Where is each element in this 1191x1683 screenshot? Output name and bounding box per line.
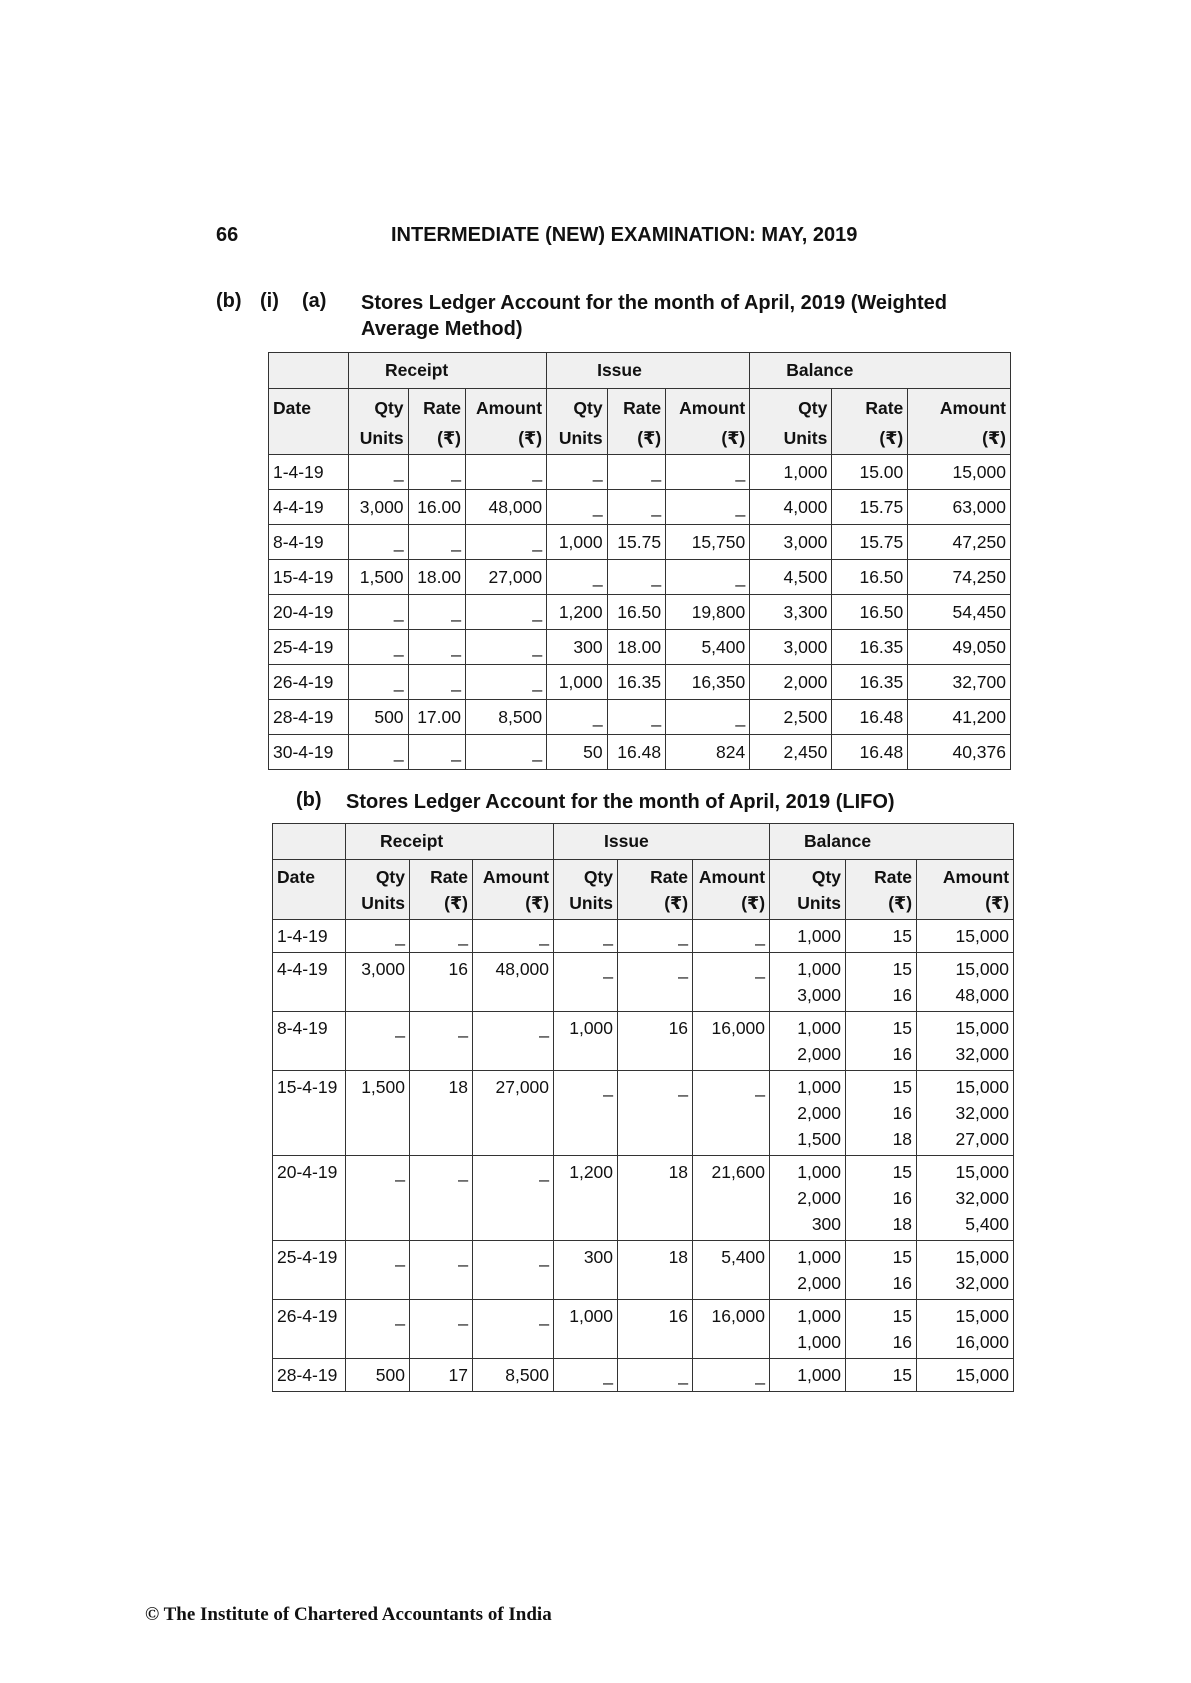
part-label-b: (b) <box>216 290 242 312</box>
balance-qty-cell: 1,000 <box>750 455 832 490</box>
receipt-qty-header: Qty Units <box>346 860 410 920</box>
receipt-rate-cell: _ <box>408 630 465 665</box>
table-row <box>269 665 1011 700</box>
receipt-amount-cell: _ <box>466 735 547 770</box>
copyright-footer: © The Institute of Chartered Accountants of India <box>145 1604 552 1625</box>
issue-rate-cell: 18 <box>618 1156 693 1241</box>
date-cell: 26-4-19 <box>273 1300 346 1359</box>
issue-amount-cell: 824 <box>666 735 750 770</box>
balance-amount-cell: 15,000 16,000 <box>917 1300 1014 1359</box>
receipt-rate-header: Rate (₹) <box>410 860 473 920</box>
issue-rate-cell: _ <box>618 1071 693 1156</box>
weighted-average-ledger-table <box>268 352 1011 770</box>
balance-rate-cell: 15 16 <box>846 1300 917 1359</box>
balance-amount-cell: 15,000 <box>917 920 1014 953</box>
table-row <box>269 525 1011 560</box>
balance-rate-header: Rate (₹) <box>846 860 917 920</box>
issue-rate-cell: 16.48 <box>607 735 665 770</box>
balance-amount-cell: 49,050 <box>908 630 1011 665</box>
balance-qty-cell: 2,000 <box>750 665 832 700</box>
balance-rate-cell: 15.75 <box>832 525 908 560</box>
issue-qty-cell: 1,200 <box>554 1156 618 1241</box>
issue-qty-cell: _ <box>547 490 608 525</box>
issue-rate-cell: _ <box>607 490 665 525</box>
balance-amount-cell: 41,200 <box>908 700 1011 735</box>
balance-rate-cell: 16.35 <box>832 665 908 700</box>
balance-amount-cell: 32,700 <box>908 665 1011 700</box>
receipt-amount-cell: _ <box>473 1300 554 1359</box>
page-header-title: INTERMEDIATE (NEW) EXAMINATION: MAY, 2019 <box>391 224 858 246</box>
balance-rate-cell: 15.00 <box>832 455 908 490</box>
balance-qty-cell: 3,000 <box>750 525 832 560</box>
date-cell: 30-4-19 <box>269 735 349 770</box>
header-blank <box>273 824 346 860</box>
date-cell: 28-4-19 <box>273 1359 346 1392</box>
receipt-rate-cell: _ <box>410 1156 473 1241</box>
table-row <box>273 1156 1014 1241</box>
issue-header: Issue <box>554 824 770 860</box>
balance-rate-cell: 16.50 <box>832 560 908 595</box>
weighted-average-title: Stores Ledger Account for the month of April, 2019 (Weighted Average Method) <box>361 292 947 340</box>
receipt-qty-cell: _ <box>346 920 410 953</box>
table-row <box>269 490 1011 525</box>
receipt-qty-cell: 1,500 <box>349 560 409 595</box>
receipt-rate-cell: _ <box>408 455 465 490</box>
balance-rate-cell: 15 <box>846 920 917 953</box>
issue-amount-cell: _ <box>666 560 750 595</box>
issue-qty-cell: _ <box>547 700 608 735</box>
issue-qty-cell: _ <box>547 560 608 595</box>
issue-amount-cell: 5,400 <box>666 630 750 665</box>
receipt-rate-cell: 16.00 <box>408 490 465 525</box>
receipt-rate-cell: _ <box>408 665 465 700</box>
receipt-qty-cell: _ <box>349 455 409 490</box>
balance-header: Balance <box>750 353 1011 389</box>
receipt-rate-cell: 16 <box>410 953 473 1012</box>
issue-rate-cell: 16.35 <box>607 665 665 700</box>
issue-rate-header: Rate (₹) <box>607 389 665 455</box>
part-label-i: (i) <box>260 290 279 312</box>
balance-rate-cell: 15 <box>846 1359 917 1392</box>
date-cell: 8-4-19 <box>273 1012 346 1071</box>
table-row <box>273 1300 1014 1359</box>
date-cell: 25-4-19 <box>273 1241 346 1300</box>
issue-rate-cell: 16 <box>618 1300 693 1359</box>
balance-qty-cell: 1,000 2,000 <box>770 1012 846 1071</box>
receipt-header: Receipt <box>346 824 554 860</box>
balance-amount-header: Amount (₹) <box>908 389 1011 455</box>
balance-qty-cell: 1,000 3,000 <box>770 953 846 1012</box>
receipt-qty-cell: 3,000 <box>346 953 410 1012</box>
table-row <box>273 1071 1014 1156</box>
balance-amount-cell: 15,000 32,000 5,400 <box>917 1156 1014 1241</box>
issue-qty-cell: _ <box>554 920 618 953</box>
issue-rate-header: Rate (₹) <box>618 860 693 920</box>
receipt-rate-cell: 18 <box>410 1071 473 1156</box>
balance-amount-cell: 47,250 <box>908 525 1011 560</box>
balance-rate-cell: 16.48 <box>832 735 908 770</box>
receipt-rate-cell: _ <box>410 1300 473 1359</box>
table-row <box>273 1012 1014 1071</box>
date-cell: 4-4-19 <box>269 490 349 525</box>
issue-header: Issue <box>547 353 750 389</box>
issue-amount-cell: _ <box>693 1071 770 1156</box>
balance-rate-header: Rate (₹) <box>832 389 908 455</box>
issue-amount-cell: 19,800 <box>666 595 750 630</box>
issue-qty-cell: 50 <box>547 735 608 770</box>
table-row <box>269 630 1011 665</box>
issue-amount-cell: _ <box>666 700 750 735</box>
issue-amount-cell: 21,600 <box>693 1156 770 1241</box>
balance-qty-cell: 1,000 2,000 300 <box>770 1156 846 1241</box>
issue-rate-cell: 18 <box>618 1241 693 1300</box>
receipt-rate-cell: 18.00 <box>408 560 465 595</box>
receipt-amount-cell: 27,000 <box>466 560 547 595</box>
date-cell: 20-4-19 <box>273 1156 346 1241</box>
balance-rate-cell: 16.48 <box>832 700 908 735</box>
receipt-amount-cell: 8,500 <box>473 1359 554 1392</box>
date-cell: 1-4-19 <box>269 455 349 490</box>
balance-amount-cell: 15,000 32,000 <box>917 1241 1014 1300</box>
receipt-amount-cell: _ <box>473 1241 554 1300</box>
receipt-rate-cell: 17 <box>410 1359 473 1392</box>
date-cell: 28-4-19 <box>269 700 349 735</box>
page-number: 66 <box>216 224 239 246</box>
issue-rate-cell: 15.75 <box>607 525 665 560</box>
receipt-qty-cell: 3,000 <box>349 490 409 525</box>
issue-rate-cell: 16.50 <box>607 595 665 630</box>
issue-qty-cell: 300 <box>554 1241 618 1300</box>
balance-qty-cell: 2,450 <box>750 735 832 770</box>
table-row <box>269 455 1011 490</box>
issue-rate-cell: _ <box>618 920 693 953</box>
issue-amount-cell: 16,000 <box>693 1300 770 1359</box>
balance-qty-cell: 1,000 2,000 <box>770 1241 846 1300</box>
issue-qty-cell: 300 <box>547 630 608 665</box>
receipt-qty-header: Qty Units <box>349 389 409 455</box>
date-cell: 4-4-19 <box>273 953 346 1012</box>
receipt-amount-cell: _ <box>473 1012 554 1071</box>
balance-amount-header: Amount (₹) <box>917 860 1014 920</box>
table-row <box>273 1359 1014 1392</box>
table-row <box>273 1241 1014 1300</box>
date-header: Date <box>273 860 346 920</box>
date-cell: 25-4-19 <box>269 630 349 665</box>
receipt-qty-cell: _ <box>349 525 409 560</box>
header-blank <box>269 353 349 389</box>
receipt-qty-cell: _ <box>349 630 409 665</box>
balance-qty-cell: 1,000 <box>770 920 846 953</box>
receipt-qty-cell: _ <box>346 1156 410 1241</box>
balance-qty-cell: 1,000 2,000 1,500 <box>770 1071 846 1156</box>
date-cell: 20-4-19 <box>269 595 349 630</box>
table-row <box>273 953 1014 1012</box>
issue-amount-cell: _ <box>693 953 770 1012</box>
part-label-b2: (b) <box>296 789 322 811</box>
balance-header: Balance <box>770 824 1014 860</box>
receipt-qty-cell: 1,500 <box>346 1071 410 1156</box>
issue-amount-cell: _ <box>666 490 750 525</box>
balance-rate-cell: 15 16 <box>846 1241 917 1300</box>
lifo-title: Stores Ledger Account for the month of April, 2019 (LIFO) <box>346 791 895 813</box>
receipt-rate-cell: _ <box>410 920 473 953</box>
balance-amount-cell: 15,000 <box>917 1359 1014 1392</box>
balance-amount-cell: 63,000 <box>908 490 1011 525</box>
date-cell: 8-4-19 <box>269 525 349 560</box>
receipt-qty-cell: 500 <box>349 700 409 735</box>
table-row <box>269 735 1011 770</box>
receipt-amount-cell: _ <box>466 665 547 700</box>
balance-qty-cell: 1,000 <box>770 1359 846 1392</box>
balance-rate-cell: 16.50 <box>832 595 908 630</box>
balance-rate-cell: 15 16 18 <box>846 1156 917 1241</box>
date-cell: 26-4-19 <box>269 665 349 700</box>
balance-qty-cell: 1,000 1,000 <box>770 1300 846 1359</box>
receipt-amount-cell: 27,000 <box>473 1071 554 1156</box>
table-row <box>273 920 1014 953</box>
balance-rate-cell: 15.75 <box>832 490 908 525</box>
issue-qty-cell: 1,000 <box>554 1300 618 1359</box>
table-row <box>269 595 1011 630</box>
receipt-rate-cell: _ <box>408 735 465 770</box>
balance-amount-cell: 15,000 32,000 <box>917 1012 1014 1071</box>
issue-qty-cell: _ <box>554 1359 618 1392</box>
receipt-amount-cell: _ <box>473 920 554 953</box>
issue-qty-cell: 1,000 <box>554 1012 618 1071</box>
table-row <box>269 560 1011 595</box>
issue-qty-cell: 1,200 <box>547 595 608 630</box>
issue-amount-cell: _ <box>693 1359 770 1392</box>
issue-qty-header: Qty Units <box>554 860 618 920</box>
balance-amount-cell: 15,000 <box>908 455 1011 490</box>
balance-amount-cell: 74,250 <box>908 560 1011 595</box>
balance-qty-header: Qty Units <box>770 860 846 920</box>
receipt-qty-cell: _ <box>346 1300 410 1359</box>
issue-amount-cell: 16,000 <box>693 1012 770 1071</box>
date-cell: 15-4-19 <box>269 560 349 595</box>
issue-qty-cell: 1,000 <box>547 525 608 560</box>
balance-rate-cell: 15 16 <box>846 1012 917 1071</box>
issue-amount-header: Amount (₹) <box>693 860 770 920</box>
date-cell: 1-4-19 <box>273 920 346 953</box>
receipt-amount-cell: 8,500 <box>466 700 547 735</box>
issue-rate-cell: _ <box>618 953 693 1012</box>
balance-amount-cell: 15,000 32,000 27,000 <box>917 1071 1014 1156</box>
balance-amount-cell: 54,450 <box>908 595 1011 630</box>
receipt-rate-cell: _ <box>408 525 465 560</box>
lifo-ledger-table <box>272 823 1014 1392</box>
balance-amount-cell: 40,376 <box>908 735 1011 770</box>
receipt-rate-cell: 17.00 <box>408 700 465 735</box>
receipt-amount-cell: _ <box>473 1156 554 1241</box>
balance-amount-cell: 15,000 48,000 <box>917 953 1014 1012</box>
receipt-amount-header: Amount (₹) <box>466 389 547 455</box>
balance-qty-cell: 3,300 <box>750 595 832 630</box>
receipt-amount-cell: _ <box>466 595 547 630</box>
receipt-qty-cell: 500 <box>346 1359 410 1392</box>
issue-rate-cell: _ <box>607 455 665 490</box>
balance-rate-cell: 16.35 <box>832 630 908 665</box>
receipt-header: Receipt <box>349 353 547 389</box>
receipt-amount-cell: _ <box>466 525 547 560</box>
date-header: Date <box>269 389 349 455</box>
balance-qty-cell: 4,500 <box>750 560 832 595</box>
receipt-amount-cell: _ <box>466 630 547 665</box>
issue-qty-cell: _ <box>547 455 608 490</box>
issue-qty-cell: _ <box>554 953 618 1012</box>
issue-rate-cell: _ <box>607 700 665 735</box>
receipt-amount-cell: _ <box>466 455 547 490</box>
table-row <box>269 700 1011 735</box>
balance-qty-header: Qty Units <box>750 389 832 455</box>
issue-qty-header: Qty Units <box>547 389 608 455</box>
part-label-a: (a) <box>302 290 327 312</box>
balance-qty-cell: 4,000 <box>750 490 832 525</box>
issue-qty-cell: _ <box>554 1071 618 1156</box>
receipt-amount-cell: 48,000 <box>466 490 547 525</box>
balance-rate-cell: 15 16 <box>846 953 917 1012</box>
receipt-qty-cell: _ <box>346 1012 410 1071</box>
receipt-qty-cell: _ <box>349 665 409 700</box>
issue-amount-cell: _ <box>693 920 770 953</box>
issue-rate-cell: _ <box>618 1359 693 1392</box>
receipt-rate-header: Rate (₹) <box>408 389 465 455</box>
balance-qty-cell: 2,500 <box>750 700 832 735</box>
receipt-rate-cell: _ <box>408 595 465 630</box>
issue-rate-cell: _ <box>607 560 665 595</box>
issue-amount-cell: 15,750 <box>666 525 750 560</box>
issue-rate-cell: 18.00 <box>607 630 665 665</box>
balance-qty-cell: 3,000 <box>750 630 832 665</box>
receipt-amount-header: Amount (₹) <box>473 860 554 920</box>
balance-rate-cell: 15 16 18 <box>846 1071 917 1156</box>
receipt-qty-cell: _ <box>349 595 409 630</box>
issue-amount-cell: 5,400 <box>693 1241 770 1300</box>
receipt-qty-cell: _ <box>346 1241 410 1300</box>
receipt-amount-cell: 48,000 <box>473 953 554 1012</box>
issue-qty-cell: 1,000 <box>547 665 608 700</box>
receipt-rate-cell: _ <box>410 1012 473 1071</box>
date-cell: 15-4-19 <box>273 1071 346 1156</box>
receipt-rate-cell: _ <box>410 1241 473 1300</box>
receipt-qty-cell: _ <box>349 735 409 770</box>
issue-rate-cell: 16 <box>618 1012 693 1071</box>
issue-amount-header: Amount (₹) <box>666 389 750 455</box>
issue-amount-cell: 16,350 <box>666 665 750 700</box>
issue-amount-cell: _ <box>666 455 750 490</box>
